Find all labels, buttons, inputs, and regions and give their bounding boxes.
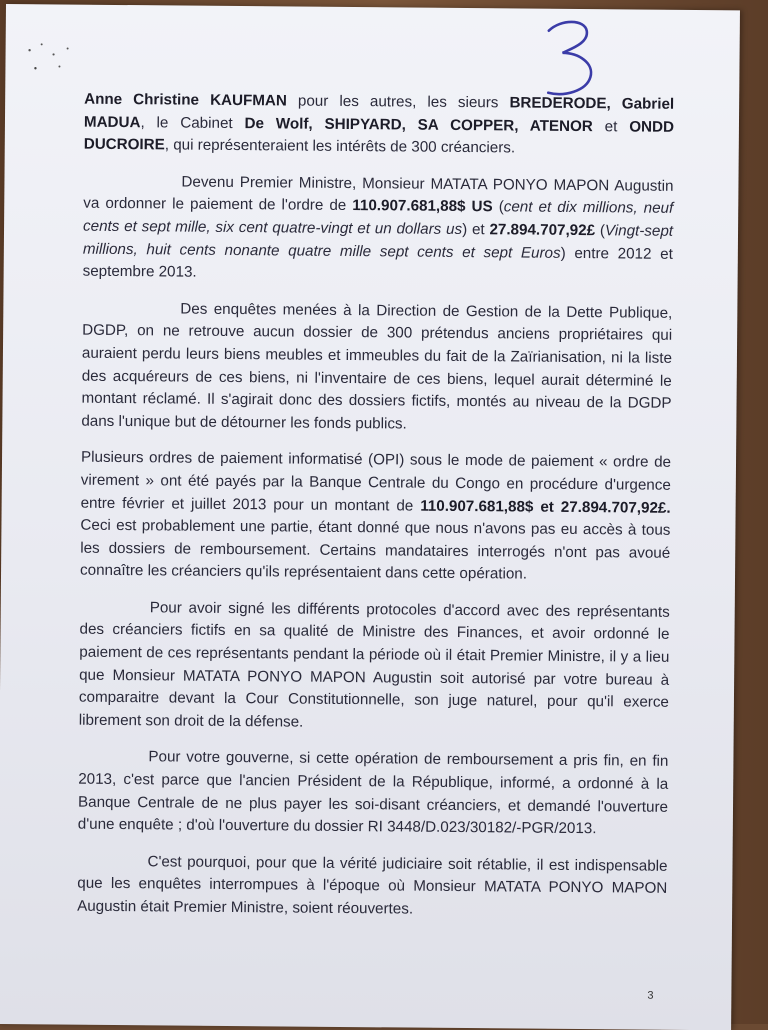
- letter-body: [77, 89, 674, 938]
- paragraph-4: Plusieurs ordres de paiement informatisé (OPI) sous le mode de paiement « ordre de virement » ont été payés par la Banque Centrale du Congo en procédure d'urgence entre février et juillet 2013 pour un montant de 110.907.681,88$ et 27.894.707,92£. Ceci est probablement une partie, étant donné que nous n'avons pas eu accès à tous les dossiers de remboursement. Certains mandataires interrogés n'ont pas avoué connaître les créanciers qu'ils représentaient dans cette opération.: [79, 448, 672, 583]
- paragraph-3: Des enquêtes menées à la Direction de Gestion de la Dette Publique, DGDP, on ne retrouve aucun dossier de 300 prétendus anciens propriétaires qui auraient perdu leurs biens meubles et immeubles du fait de la Zaïrianisation, ni la liste des acquéreurs de ces biens, ni l'inventaire de ces biens, lequel aurait déterminé le montant réclamé. Il s'agirait donc des dossiers fictifs, montés au niveau de la DGDP dans l'unique but de détourner les fonds publics.: [81, 300, 673, 433]
- paragraph-6: Pour votre gouverne, si cette opération de remboursement a pris fin, en fin 2013, c'est parce que l'ancien Président de la République, informé, a ordonné à la Banque Centrale de ne plus payer les soi-disant créanciers, et demandé l'ouverture d'une enquête ; d'où l'ouverture du dossier RI 3448/D.023/30182/-PGR/2013.: [77, 748, 669, 838]
- page-number: 3: [647, 989, 654, 1002]
- document-page: [0, 4, 740, 1030]
- paragraph-1: Anne Christine KAUFMAN pour les autres, les sieurs BREDERODE, Gabriel MADUA, le Cabinet De Wolf, SHIPYARD, SA COPPER, ATENOR et ONDD DUCROIRE, qui représenteraient les intérêts de 300 créanciers.: [83, 90, 675, 157]
- paragraph-7: C'est pourquoi, pour que la vérité judiciaire soit rétablie, il est indispensable que les enquêtes interrompues à l'époque où Monsieur MATATA PONYO MAPON Augustin était Premier Ministre, soient réouvertes.: [77, 853, 668, 918]
- pen-dots: [23, 30, 83, 81]
- handwritten-page-mark: [540, 15, 601, 106]
- paragraph-5: Pour avoir signé les différents protocoles d'accord avec des représentants des créanciers fictifs en sa qualité de Ministre des Finances, et avoir ordonné le paiement de ces représentants pendant la période où il était Premier Ministre, il y a lieu que Monsieur MATATA PONYO MAPON Augustin soit autorisé par votre bureau à comparaitre devant la Cour Constitutionnelle, son juge naturel, pour qu'il exerce librement son droit de la défense.: [78, 599, 670, 731]
- paragraph-2: Devenu Premier Ministre, Monsieur MATATA PONYO MAPON Augustin va ordonner le paiement de l'ordre de 110.907.681,88$ US (cent et dix millions, neuf cents et sept mille, six cent quatre-vingt et un dollars us) et 27.894.707,92£ (Vingt-sept millions, huit cents nonante quatre mille sept cents et sept Euros) entre 2012 et septembre 2013.: [82, 173, 674, 281]
